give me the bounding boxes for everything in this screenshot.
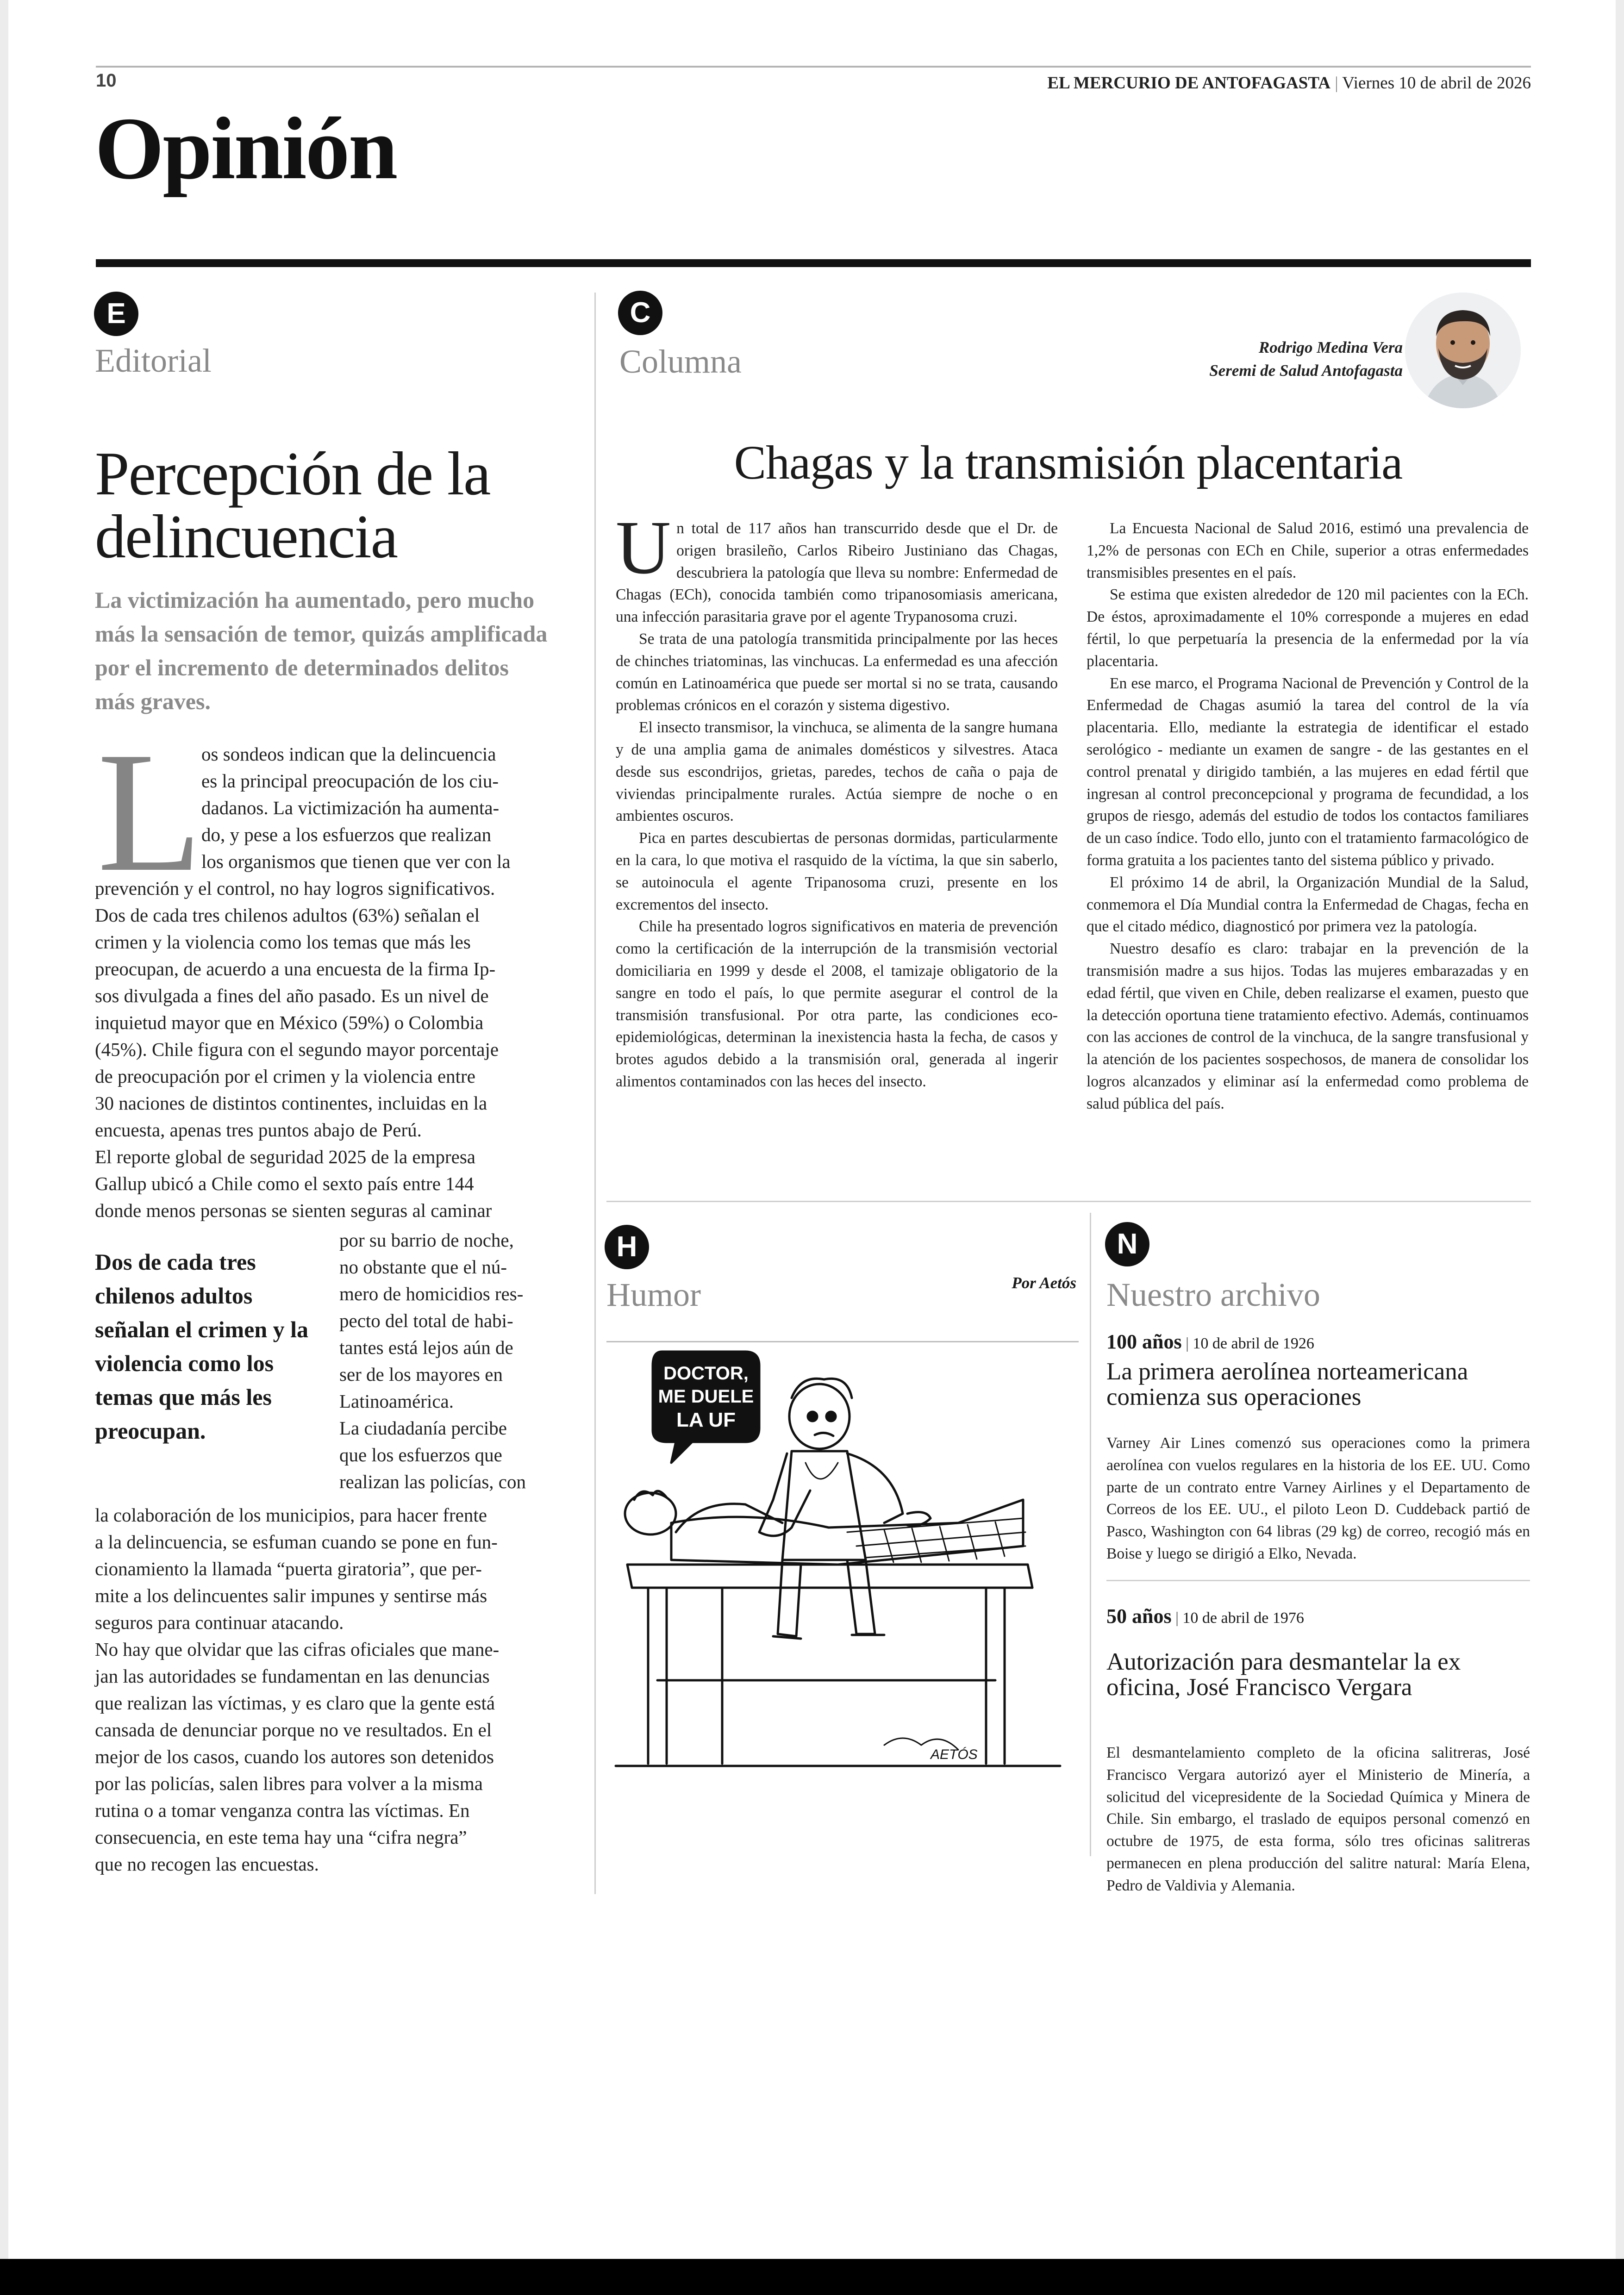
archive-item-2-text (1106, 1742, 1530, 1897)
column-col2-p3: El próximo 14 de abril, la Organización Mundial de la Salud, conmemora el Día Mundial contra la Enfermedad de Chagas, fecha en que el citado médico, diagnosticó por primera vez la patología. (1087, 873, 1529, 935)
editorial-body-top-line: es la principal preocupación de los ciu- (201, 770, 499, 792)
column-divider-left (594, 293, 596, 1894)
archive-kicker: Nuestro archivo (1106, 1276, 1320, 1313)
archive-item-2-date: 10 de abril de 1976 (1182, 1609, 1304, 1627)
editorial-body-top-line: do, y pese a los esfuerzos que realizan (201, 824, 492, 845)
masthead: EL MERCURIO DE ANTOFAGASTA | Viernes 10 de abril de 2026 (1047, 74, 1531, 93)
editorial-body-bottom-line: que realizan las víctimas, y es claro que la gente está (95, 1692, 495, 1714)
editorial-body-top-line: El reporte global de seguridad 2025 de la empresa (95, 1146, 475, 1167)
humor-rule (606, 1341, 1079, 1342)
author-photo (1405, 293, 1521, 408)
editorial-body-side-line: La ciudadanía percibe (339, 1417, 507, 1439)
editorial-body-side-line: por su barrio de noche, (339, 1229, 514, 1251)
editorial-body-bottom-lines (95, 1502, 562, 1877)
editorial-body-side-line: ser de los mayores en (339, 1364, 503, 1385)
editorial-body-top-line: inquietud mayor que en México (59%) o Colombia (95, 1012, 484, 1033)
column-byline (1111, 336, 1403, 382)
editorial-badge: E (94, 292, 138, 336)
archive-item-1-years: 100 años (1106, 1330, 1182, 1353)
column-col2-p0: La Encuesta Nacional de Salud 2016, estimó una prevalencia de 1,2% de personas con ECh en Chile, superior a otras enfermedades transmisibles presentes en el país. (1087, 520, 1529, 581)
humor-kicker: Humor (606, 1276, 701, 1313)
editorial-body-bottom (95, 1502, 562, 1877)
editorial-body-top-line: encuesta, apenas tres puntos abajo de Perú. (95, 1119, 422, 1141)
page-number: 10 (96, 70, 117, 91)
editorial-kicker: Editorial (95, 342, 212, 379)
editorial-body-bottom-line: que no recogen las encuestas. (95, 1853, 319, 1875)
column-col1-p4: Chile ha presentado logros significativos en materia de prevención como la certificación de la interrupción de la transmisión vectorial domiciliaria en 1999 y desde el 2008, el tamizaje obligatorio de la sangre en todo el país, lo que permite asegurar el control de la transmisión transfusional. Por otra parte, las condiciones eco-epidemiológicas, determinan la inexistencia hasta la fecha, de casos y brotes agudos debido a la transmisión oral, generada al ingerir alimentos contaminados con las heces del insecto. (616, 918, 1058, 1090)
editorial-body-top-line: dadanos. La victimización ha aumenta- (201, 797, 500, 818)
cartoon-signature: AETÓS (931, 1747, 978, 1762)
column-col2-p2: En ese marco, el Programa Nacional de Prevención y Control de la Enfermedad de Chagas asumió la tarea del control de la vía placentaria. Ello, mediante la estrategia de identificar el estado serológico - mediante un examen de sangre - de las gestantes en el control prenatal y dirigido también, a las mujeres en edad fértil que ingresan al control preconcepcional y programa de fecundidad, a los grupos de riesgo, además del estudio de todos los contactos familiares de un caso índice. Todo ello, junto con el tratamiento farmacológico de forma gratuita a los pacientes tanto del sistema público y privado. (1087, 674, 1529, 869)
editorial-body-bottom-line: mite a los delincuentes salir impunes y sentirse más (95, 1585, 487, 1606)
archive-badge: N (1105, 1222, 1149, 1266)
bottom-bar (0, 2259, 1624, 2295)
editorial-body-bottom-line: mejor de los casos, cuando los autores son detenidos (95, 1746, 494, 1767)
column-col1-p1: Se trata de una patología transmitida principalmente por las heces de chinches triatominas, las vinchucas. La enfermedad es una afección común en Latinoamérica que puede ser mortal si no se trata, causando problemas crónicos en el corazón y sistema digestivo. (616, 630, 1058, 714)
archive-item-1-text-p: Varney Air Lines comenzó sus operaciones como la primera aerolínea con vuelos regulares en la historia de los EE. UU. Como parte de un contrato entre Varney Airlines y el Departamento de Correos de los EE. UU., el piloto Leon D. Cuddeback partió de Pasco, Washington con 64 libras (29 kg) de correo, recogió más en Boise y luego se dirigió a Elko, Nevada. (1106, 1434, 1530, 1562)
editorial-body-top-line: crimen y la violencia como los temas que más les (95, 931, 471, 953)
editorial-body-side-line: que los esfuerzos que (339, 1444, 502, 1466)
editorial-body-bottom-line: seguros para continuar atacando. (95, 1612, 344, 1633)
editorial-body-side-line: mero de homicidios res- (339, 1283, 524, 1304)
editorial-body-top-line: os sondeos indican que la delincuencia (201, 743, 496, 765)
archive-divider (1106, 1580, 1530, 1581)
masthead-date: Viernes 10 de abril de 2026 (1342, 74, 1531, 93)
archive-item-1-date: 10 de abril de 1926 (1193, 1335, 1314, 1352)
editorial-body-top-line: Dos de cada tres chilenos adultos (63%) señalan el (95, 904, 480, 926)
header-rule (96, 66, 1531, 68)
editorial-body-bottom-line: jan las autoridades se fundamentan en las denuncias (95, 1665, 490, 1687)
column-badge: C (618, 291, 662, 335)
archive-item-2-years: 50 años (1106, 1605, 1172, 1628)
column-dropcap: U (616, 505, 671, 590)
column-headline: Chagas y la transmisión placentaria (734, 436, 1403, 489)
page-edge-left (0, 0, 8, 2295)
editorial-pullquote: Dos de cada tres chilenos adultos señalan el crimen y la violencia como los temas que más les preocupan. (95, 1249, 309, 1444)
editorial-body-top-line: de preocupación por el crimen y la violencia entre (95, 1066, 475, 1087)
editorial-body-top-line: prevención y el control, no hay logros significativos. (95, 878, 495, 899)
page-edge-right (1616, 0, 1624, 2295)
editorial-body-side-line: pecto del total de habi- (339, 1310, 513, 1331)
archive-item-2-title: Autorización para desmantelar la ex oficina, José Francisco Vergara (1106, 1648, 1461, 1701)
editorial-dropcap: L (97, 717, 203, 907)
column-col2-p1: Se estima que existen alrededor de 120 mil pacientes con la ECh. De éstos, aproximadamente el 10% corresponde a mujeres en edad fértil, lo que perpetuaría la presencia de la enfermedad por la vía placentaria. (1087, 586, 1529, 670)
editorial-body-top-line: donde menos personas se sienten seguras al caminar (95, 1200, 492, 1221)
section-rule (96, 259, 1531, 267)
editorial-body-bottom-line: cionamiento la llamada “puerta giratoria”, que per- (95, 1558, 482, 1579)
column-divider-right (1090, 1213, 1091, 1856)
column-author: Rodrigo Medina Vera (1258, 338, 1403, 356)
editorial-body-top-line: 30 naciones de distintos continentes, incluidas en la (95, 1092, 487, 1114)
author-photo-illustration (1405, 293, 1521, 408)
editorial-body-side (339, 1227, 562, 1495)
editorial-deck: La victimización ha aumentado, pero mucho más la sensación de temor, quizás amplificada por el incremento de determinados delitos más graves. (95, 587, 548, 714)
cartoon-bubble-line-2: ME DUELE (658, 1386, 754, 1407)
archive-item-1-text (1106, 1432, 1530, 1565)
editorial-body-top-line: Gallup ubicó a Chile como el sexto país entre 144 (95, 1173, 474, 1194)
editorial-body-top-line: sos divulgada a fines del año pasado. Es un nivel de (95, 985, 489, 1006)
column-author-role: Seremi de Salud Antofagasta (1209, 362, 1403, 380)
column-col1-first: n total de 117 años han transcurrido desde que el Dr. de origen brasileño, Carlos Ribeiro Justiniano das Chagas, descubriera la patología que lleva su nombre: Enfermedad de Chagas (ECh), conocida también como tripanosomiasis americana, una infección parasitaria grave por el agente Trypanosoma cruzi. (616, 520, 1058, 626)
archive-item-2-meta: 50 años | 10 de abril de 1976 (1106, 1605, 1304, 1628)
archive-item-1-title: La primera aerolínea norteamericana comienza sus operaciones (1106, 1358, 1468, 1410)
column-text-col2 (1087, 518, 1529, 1115)
column-bottom-rule (606, 1201, 1531, 1202)
editorial-body-side-line: tantes está lejos aún de (339, 1337, 513, 1358)
archive-item-1-meta: 100 años | 10 de abril de 1926 (1106, 1330, 1314, 1353)
column-col1-p3: Pica en partes descubiertas de personas dormidas, particularmente en la cara, lo que motiva el rasquido de la víctima, la que sin saberlo, se autoinocula el agente Tripanosoma cruzi, presente en los excrementos del insecto. (616, 829, 1058, 913)
cartoon-bubble-line-1: DOCTOR, (663, 1363, 749, 1384)
editorial-body-top-line: (45%). Chile figura con el segundo mayor porcentaje (95, 1039, 499, 1060)
cartoon (606, 1347, 1079, 1791)
editorial-body-bottom-line: consecuencia, en este tema hay una “cifra negra” (95, 1827, 467, 1848)
editorial-body-bottom-line: por las policías, salen libres para volver a la misma (95, 1773, 483, 1794)
editorial-body-bottom-line: No hay que olvidar que las cifras oficiales que mane- (95, 1639, 500, 1660)
editorial-body-side-line: realizan las policías, con (339, 1471, 526, 1492)
archive-item-2-text-p: El desmantelamiento completo de la oficina salitreras, José Francisco Vergara autorizó ayer el Ministerio de Minería, a solicitud del vicepresidente de la Sociedad Química y Minera de Chile. Sin embargo, el traslado de equipos personal comenzó en octubre de 1975, de esta forma, sólo tres oficinas salitreras permanecen en plena producción del salitre natural: María Elena, Pedro de Valdivia y Alemania. (1106, 1744, 1530, 1894)
editorial-body-side-line: Latinoamérica. (339, 1391, 454, 1412)
masthead-name: EL MERCURIO DE ANTOFAGASTA (1047, 74, 1330, 93)
column-col2-p4: Nuestro desafío es claro: trabajar en la prevención de la transmisión madre a sus hijos. Todas las mujeres embarazadas y en edad fértil, que viven en Chile, deben realizarse el examen, puesto que la detección oportuna tiene tratamiento efectivo. Además, continuamos con las acciones de control de la vinchuca, de la sangre transfusional y la atención de los pacientes sospechosos, de manera de consolidar los logros alcanzados y eliminar así la enfermedad como problema de salud pública del país. (1087, 940, 1529, 1112)
editorial-body-top-line: preocupan, de acuerdo a una encuesta de la firma Ip- (95, 958, 496, 979)
humor-badge: H (605, 1225, 649, 1269)
editorial-body-bottom-line: la colaboración de los municipios, para hacer frente (95, 1504, 487, 1526)
column-text-col1 (616, 505, 1058, 1093)
editorial-body-top-line: los organismos que tienen que ver con la (201, 851, 511, 872)
section-title: Opinión (95, 99, 397, 198)
editorial-body-bottom-line: cansada de denunciar porque no ve resultados. En el (95, 1719, 492, 1740)
column-col1-p2: El insecto transmisor, la vinchuca, se alimenta de la sangre humana y de una amplia gama de animales domésticos y silvestres. Ataca desde sus escondrijos, grietas, paredes, techos de caña o paja de viviendas principalmente rurales. Actúa siempre de noche o en ambientes oscuros. (616, 719, 1058, 825)
editorial-body-bottom-line: a la delincuencia, se esfuman cuando se pone en fun- (95, 1531, 498, 1553)
editorial-headline: Percepción de la delincuencia (95, 439, 490, 571)
column-kicker: Columna (619, 343, 742, 380)
editorial-body-side-lines (339, 1227, 562, 1495)
humor-byline: Por Aetós (1012, 1274, 1076, 1292)
editorial-body-bottom-line: rutina o a tomar venganza contra las víctimas. En (95, 1800, 470, 1821)
cartoon-bubble-line-3: LA UF (676, 1409, 736, 1431)
editorial-body-side-line: no obstante que el nú- (339, 1256, 507, 1278)
cartoon-drawing (606, 1347, 1079, 1791)
